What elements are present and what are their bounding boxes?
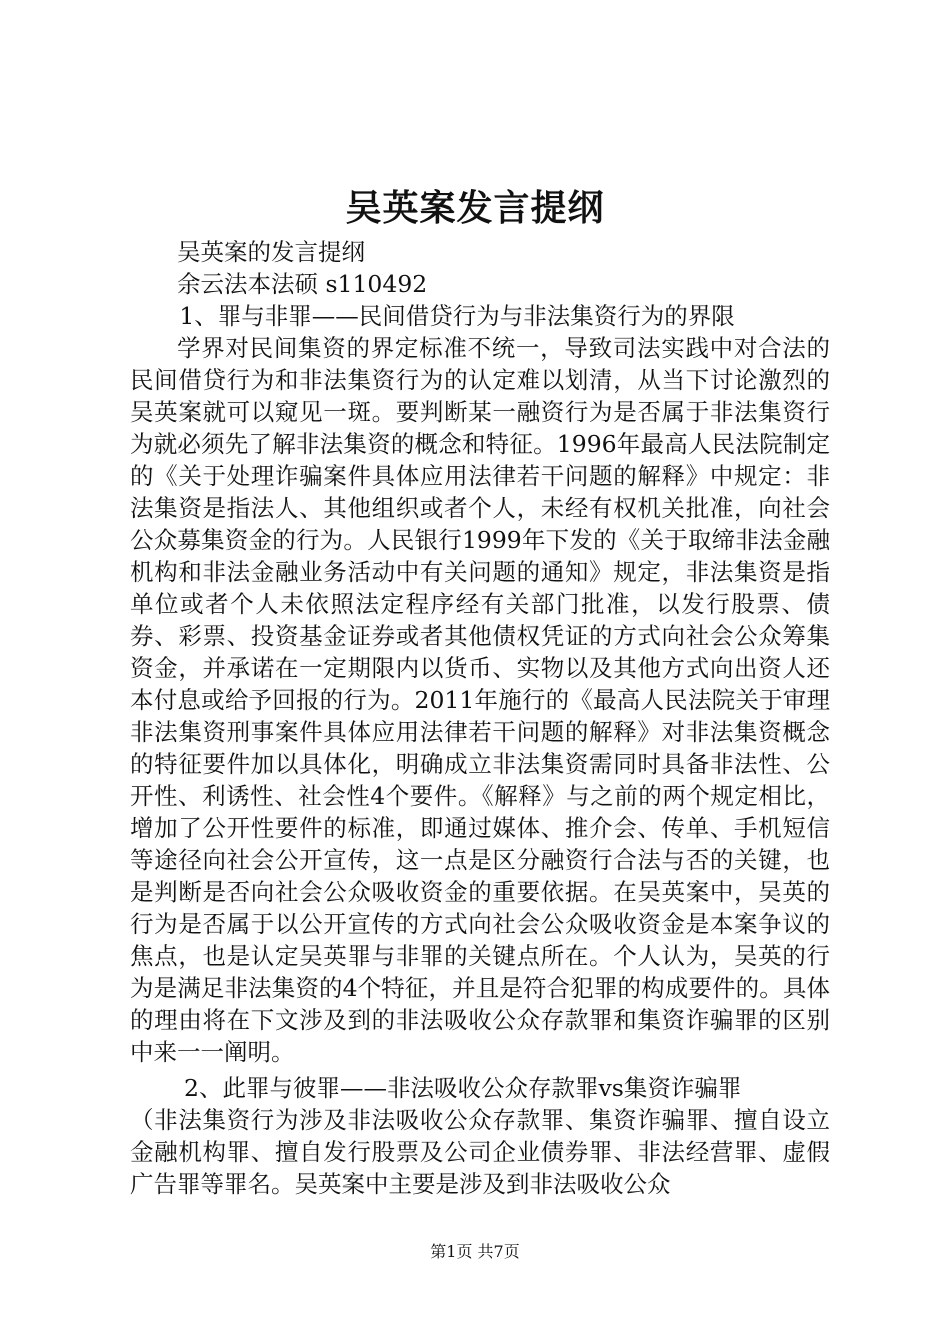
document-title: 吴英案发言提纲 [345, 187, 605, 229]
section-2-paragraph: （非法集资行为涉及非法吸收公众存款罪、集资诈骗罪、擅自设立金融机构罪、擅自发行股票及公司企业债券罪、非法经营罪、虚假广告罪等罪名。吴英案中主要是涉及到非法吸收公众 [130, 1106, 830, 1198]
section-1-heading: 1、罪与非罪——民间借贷行为与非法集资行为的界限 [179, 302, 735, 330]
author-line: 余云法本法硕 s110492 [177, 270, 428, 298]
section-1-paragraph: 学界对民间集资的界定标准不统一，导致司法实践中对合法的民间借贷行为和非法集资行为的认定难以划清，从当下讨论激烈的吴英案就可以窥见一斑。要判断某一融资行为是否属于非法集资行为就必须先了解非法集资的概念和特征。1996年最高人民法院制定的《关于处理诈骗案件具体应用法律若干问题的解释》中规定：非法集资是指法人、其他组织或者个人，未经有权机关批准，向社会公众募集资金的行为。人民银行1999年下发的《关于取缔非法金融机构和非法金融业务活动中有关问题的通知》规定，非法集资是指单位或者个人未依照法定程序经有关部门批准，以发行股票、债券、彩票、投资基金证券或者其他债权凭证的方式向社会公众筹集资金，并承诺在一定期限内以货币、实物以及其他方式向出资人还本付息或给予回报的行为。2011年施行的《最高人民法院关于审理非法集资刑事案件具体应用法律若干问题的解释》对非法集资概念的特征要件加以具体化，明确成立非法集资需同时具备非法性、公开性、利诱性、社会性4个要件。《解释》与之前的两个规定相比，增加了公开性要件的标准，即通过媒体、推介会、传单、手机短信等途径向社会公开宣传，这一点是区分融资行合法与否的关键，也是判断是否向社会公众吸收资金的重要依据。在吴英案中，吴英的行为是否属于以公开宣传的方式向社会公众吸收资金是本案争议的焦点，也是认定吴英罪与非罪的关键点所在。个人认为，吴英的行为是满足非法集资的4个特征，并且是符合犯罪的构成要件的。具体的理由将在下文涉及到的非法吸收公众存款罪和集资诈骗罪的区别中来一一阐明。 [130, 334, 830, 1066]
section-2-heading: 2、此罪与彼罪——非法吸收公众存款罪vs集资诈骗罪 [184, 1074, 742, 1102]
document-body [130, 236, 830, 1200]
document-subtitle: 吴英案的发言提纲 [177, 238, 365, 266]
page-footer: 第1页 共7页 [430, 1242, 520, 1261]
